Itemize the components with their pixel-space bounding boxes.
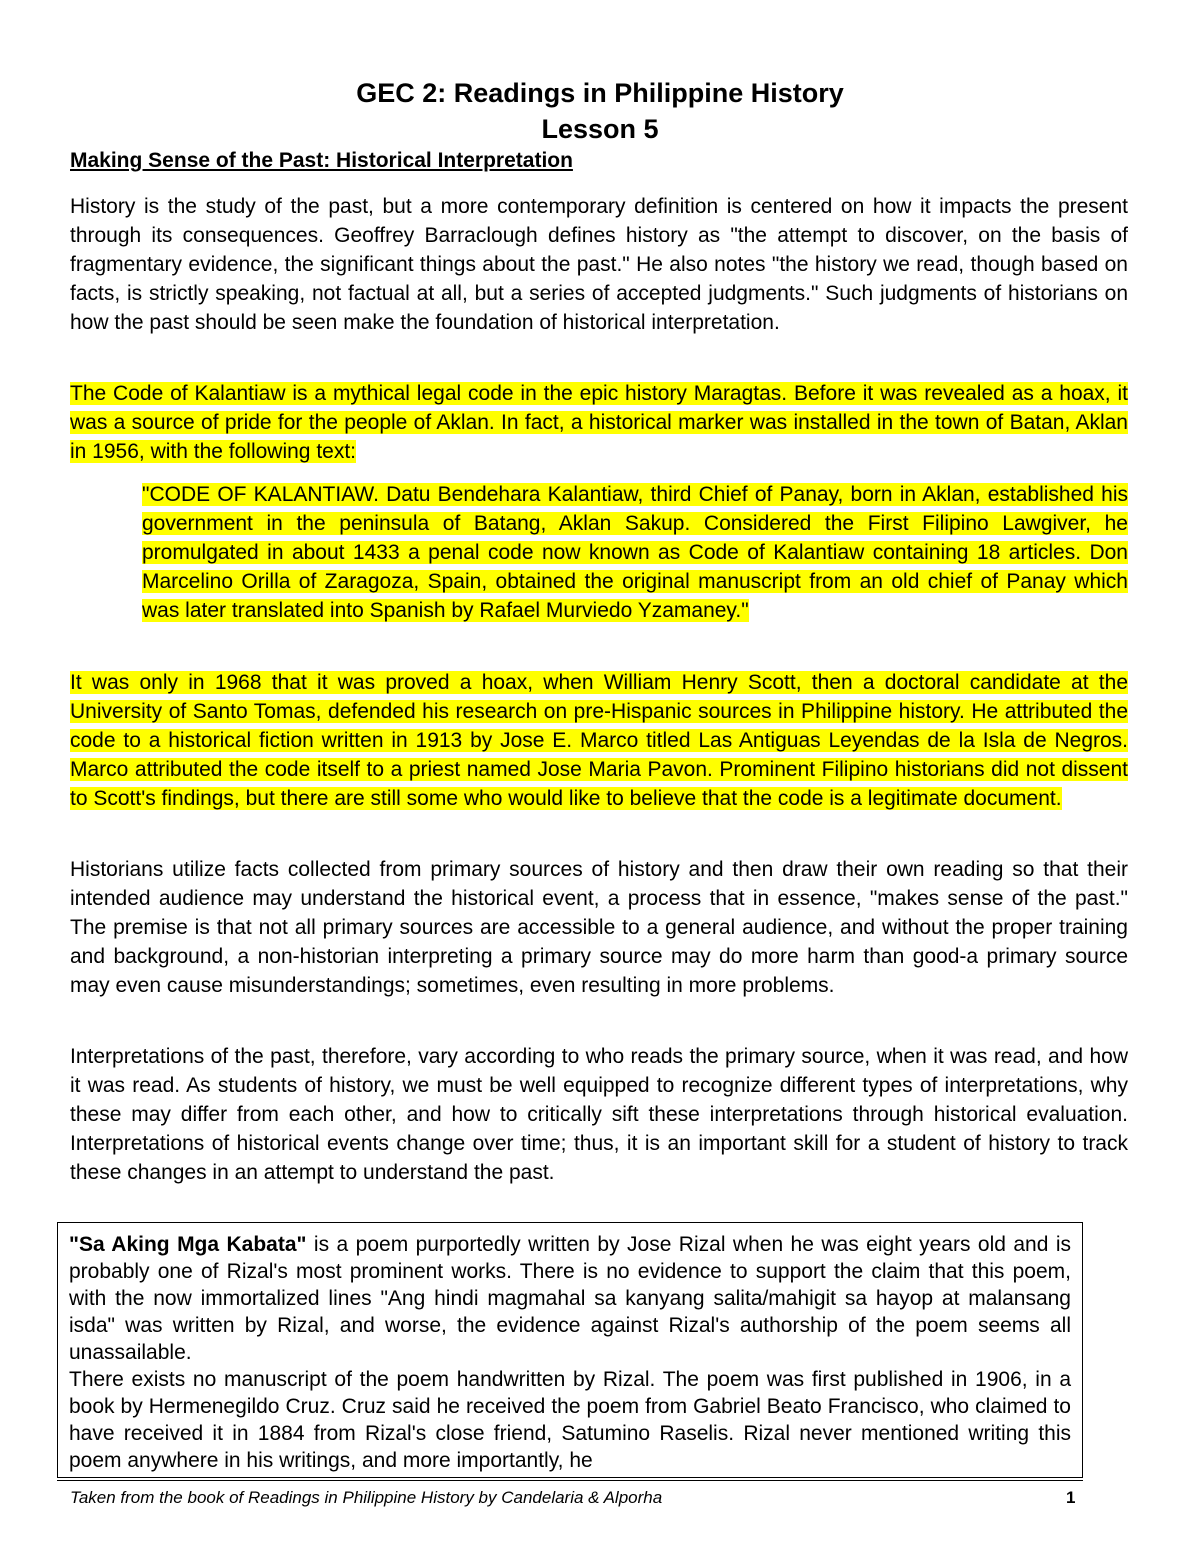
interpretations-paragraph: Interpretations of the past, therefore, vary according to who reads the primary source, when it was read, and how it was read. As students of history, we must be well equipped to recognize different types of interpretations, why these may differ from each other, and how to critically sift these interpretations through historical evaluation. Interpretations of historical events change over time; thus, it is an important skill for a student of history to track these changes in an attempt to understand the past. <box>70 1045 1128 1184</box>
highlighted-text: The Code of Kalantiaw is a mythical legal code in the epic history Maragtas. Before it was revealed as a hoax, it was a source of pride for the people of Aklan. In fact, a historical marker was installed in the town of Batan, Aklan in 1956, with the following text: <box>70 382 1128 463</box>
historians-paragraph: Historians utilize facts collected from primary sources of history and then draw their own reading so that their intended audience may understand the historical event, a process that in essence, "makes sense of the past." The premise is that not all primary sources are accessible to a general audience, and without the proper training and background, a non-historian interpreting a primary source may do more harm than good-a primary source may even cause misunderstandings; sometimes, even resulting in more problems. <box>70 858 1128 997</box>
box-paragraph-2: There exists no manuscript of the poem handwritten by Rizal. The poem was first published in 1906, in a book by Hermenegildo Cruz. Cruz said he received the poem from Gabriel Beato Francisco, who claimed to have received it in 1884 from Rizal's close friend, Satumino Raselis. Rizal never mentioned writing this poem anywhere in his writings, and more importantly, he <box>69 1368 1071 1472</box>
box-paragraph-1 <box>69 1231 1071 1366</box>
section-heading: Making Sense of the Past: Historical Interpretation <box>70 149 573 172</box>
kalantiaw-intro-paragraph <box>70 379 1128 466</box>
intro-paragraph: History is the study of the past, but a more contemporary definition is centered on how it impacts the present through its consequences. Geoffrey Barraclough defines history as "the attempt to discover, on the basis of fragmentary evidence, the significant things about the past." He also notes "the history we read, though based on facts, is strictly speaking, not factual at all, but a series of accepted judgments." Such judgments of historians on how the past should be seen make the foundation of historical interpretation. <box>70 195 1128 334</box>
highlighted-text: It was only in 1968 that it was proved a hoax, when William Henry Scott, then a doctoral candidate at the University of Santo Tomas, defended his research on pre-Hispanic sources in Philippine history. He attributed the code to a historical fiction written in 1913 by Jose E. Marco titled Las Antiguas Leyendas de la Isla de Negros. Marco attributed the code itself to a priest named Jose Maria Pavon. Prominent Filipino historians did not dissent to Scott's findings, but there are still some who would like to believe that the code is a legitimate document. <box>70 671 1128 810</box>
page-number: 1 <box>1066 1488 1076 1507</box>
footer-source: Taken from the book of Readings in Philippine History by Candelaria & Alporha <box>70 1488 663 1507</box>
poem-title: "Sa Aking Mga Kabata" <box>69 1233 307 1256</box>
marker-quote <box>142 480 1128 625</box>
lesson-label: Lesson 5 <box>541 114 659 144</box>
document-title: GEC 2: Readings in Philippine History <box>356 78 844 108</box>
highlighted-quote-text: "CODE OF KALANTIAW. Datu Bendehara Kalantiaw, third Chief of Panay, born in Aklan, established his government in the peninsula of Batang, Aklan Sakup. Considered the First Filipino Lawgiver, he promulgated in about 1433 a penal code now known as Code of Kalantiaw containing 18 articles. Don Marcelino Orilla of Zaragoza, Spain, obtained the original manuscript from an old chief of Panay which was later translated into Spanish by Rafael Murviedo Yzamaney." <box>142 483 1128 622</box>
box-paragraph-1-text: is a poem purportedly written by Jose Rizal when he was eight years old and is probably one of Rizal's most prominent works. There is no evidence to support the claim that this poem, with the now immortalized lines "Ang hindi magmahal sa kanyang salita/mahigit sa hayop at malansang isda" was written by Rizal, and worse, the evidence against Rizal's authorship of the poem seems all unassailable. <box>69 1233 1071 1364</box>
sa-aking-mga-kabata-box <box>57 1222 1083 1478</box>
footer-divider <box>57 1480 1083 1481</box>
hoax-paragraph <box>70 668 1128 813</box>
